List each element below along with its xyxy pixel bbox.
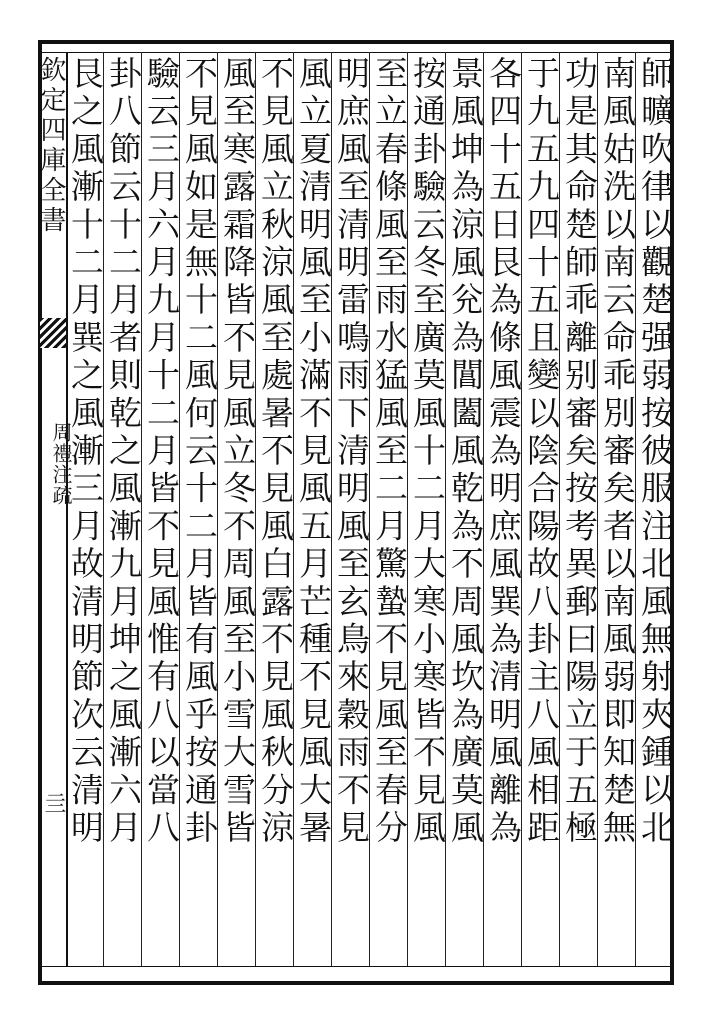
text-column-9: 明庶風至清明雷鳴雨下清明風至玄鳥來穀雨不見	[332, 56, 371, 848]
top-rule	[40, 52, 672, 53]
section-title: 周禮注疏	[49, 422, 73, 506]
text-column-7: 按通卦驗云冬至廣莫風十二月大寒小寒皆不見風	[408, 56, 447, 848]
fish-tail-mark	[40, 318, 66, 348]
text-column-14: 驗云三月六月九月十二月皆不見風惟有八以當八	[142, 56, 181, 848]
page-number: 亖	[41, 792, 66, 814]
text-column-6: 景風坤為涼風兊為閶闔風乾為不周風坎為廣莫風	[446, 56, 485, 848]
text-column-8: 至立春條風至雨水猛風至二月驚蟄不見風至春分	[370, 56, 409, 848]
bottom-rule	[40, 966, 672, 967]
text-column-12: 風至寒露霜降皆不見風立冬不周風至小雪大雪皆	[218, 56, 257, 848]
book-title: 欽定四庫全書	[36, 56, 66, 236]
text-column-4: 于九五九四十五且變以陰合陽故八卦主八風相距	[522, 56, 561, 848]
text-column-5: 各四十五日艮為條風震為明庶風巽為清明風離為	[484, 56, 523, 848]
text-column-15: 卦八節云十二月者則乾之風漸九月坤之風漸六月	[104, 56, 143, 848]
text-column-11: 不見風立秋涼風至處暑不見風白露不見風秋分涼	[256, 56, 295, 848]
text-column-13: 不見風如是無十二風何云十二月皆有風乎按通卦	[180, 56, 219, 848]
text-column-3: 功是其命楚師乖離别審矣按考異郵曰陽立于五極	[560, 56, 599, 848]
text-column-10: 風立夏清明風至小滿不見風五月芒種不見風大暑	[294, 56, 333, 848]
text-column-2: 南風姑洗以南云命乖別審矣者以南風弱即知楚無	[598, 56, 637, 848]
text-column-16: 艮之風漸十二月巽之風漸三月故清明節次云清明	[66, 56, 105, 848]
text-column-1: 師曠吹律以觀楚强弱按彼服注北風無射夾鍾以北	[636, 56, 675, 848]
